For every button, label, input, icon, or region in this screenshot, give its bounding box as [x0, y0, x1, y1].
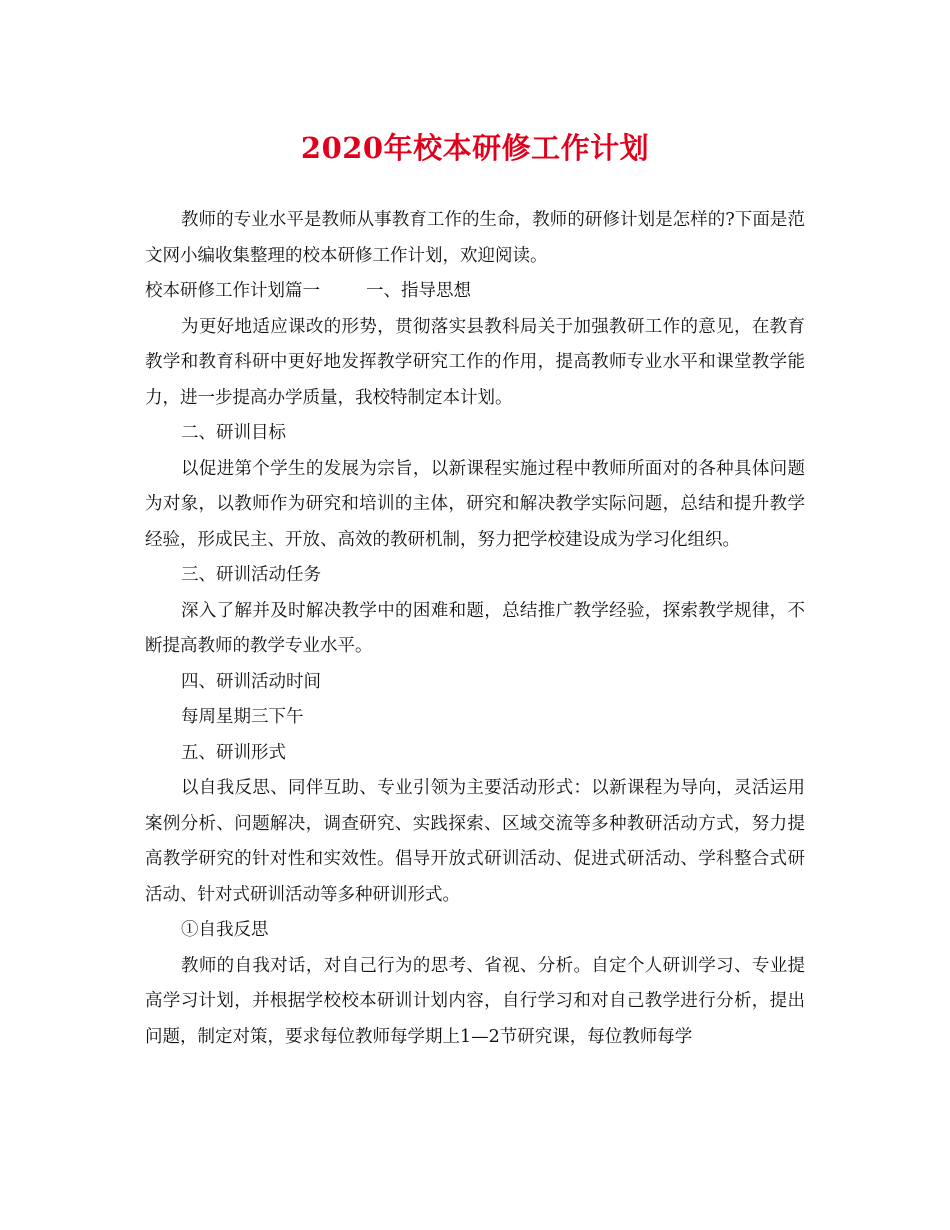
- section4-heading: 四、研训活动时间: [181, 671, 321, 692]
- subsection1-paragraph: 教师的自我对话，对自己行为的思考、省视、分析。自定个人研训学习、专业提高学习计划，并根据学校校本研训计划内容，自行学习和对自己教学进行分析，提出问题，制定对策，要求每位教师每学期上1—2节研究课，每位教师每学: [145, 955, 805, 1047]
- section3-heading: 三、研训活动任务: [181, 565, 321, 585]
- section5-heading: 五、研训形式: [181, 742, 286, 763]
- part-label: 校本研修工作计划篇一: [145, 281, 320, 301]
- section2-heading: 二、研训目标: [181, 423, 286, 443]
- section2-paragraph: 以促进第个学生的发展为宗旨，以新课程实施过程中教师所面对的各种具体问题为对象，以教师作为研究和培训的主体，研究和解决教学实际问题，总结和提升教学经验，形成民主、开放、高效的教研机制，努力把学校建设成为学习化组织。: [145, 458, 805, 550]
- section1-paragraph: 为更好地适应课改的形势，贯彻落实县教科局关于加强教研工作的意见，在教育教学和教育科研中更好地发挥教学研究工作的作用，提高教师专业水平和课堂教学能力，进一步提高办学质量，我校特制定本计划。: [145, 316, 805, 408]
- document-title: 2020年校本研修工作计划: [300, 131, 650, 165]
- subsection1-heading: ①自我反思: [181, 920, 269, 940]
- document-body: [145, 203, 805, 1055]
- section4-paragraph: 每周星期三下午: [181, 707, 304, 727]
- section1-heading: 一、指导思想: [366, 281, 471, 301]
- section3-paragraph: 深入了解并及时解决教学中的困难和题，总结推广教学经验，探索教学规律，不断提高教师的教学专业水平。: [145, 600, 805, 656]
- intro-paragraph: 教师的专业水平是教师从事教育工作的生命，教师的研修计划是怎样的?下面是范文网小编收集整理的校本研修工作计划，欢迎阅读。: [145, 210, 805, 266]
- section5-paragraph: 以自我反思、同伴互助、专业引领为主要活动形式：以新课程为导向，灵活运用案例分析、问题解决，调查研究、实践探索、区域交流等多种教研活动方式，努力提高教学研究的针对性和实效性。倡导开放式研训活动、促进式研活动、学科整合式研活动、针对式研训活动等多种研训形式。: [145, 778, 805, 905]
- part-heading-line: [145, 274, 805, 310]
